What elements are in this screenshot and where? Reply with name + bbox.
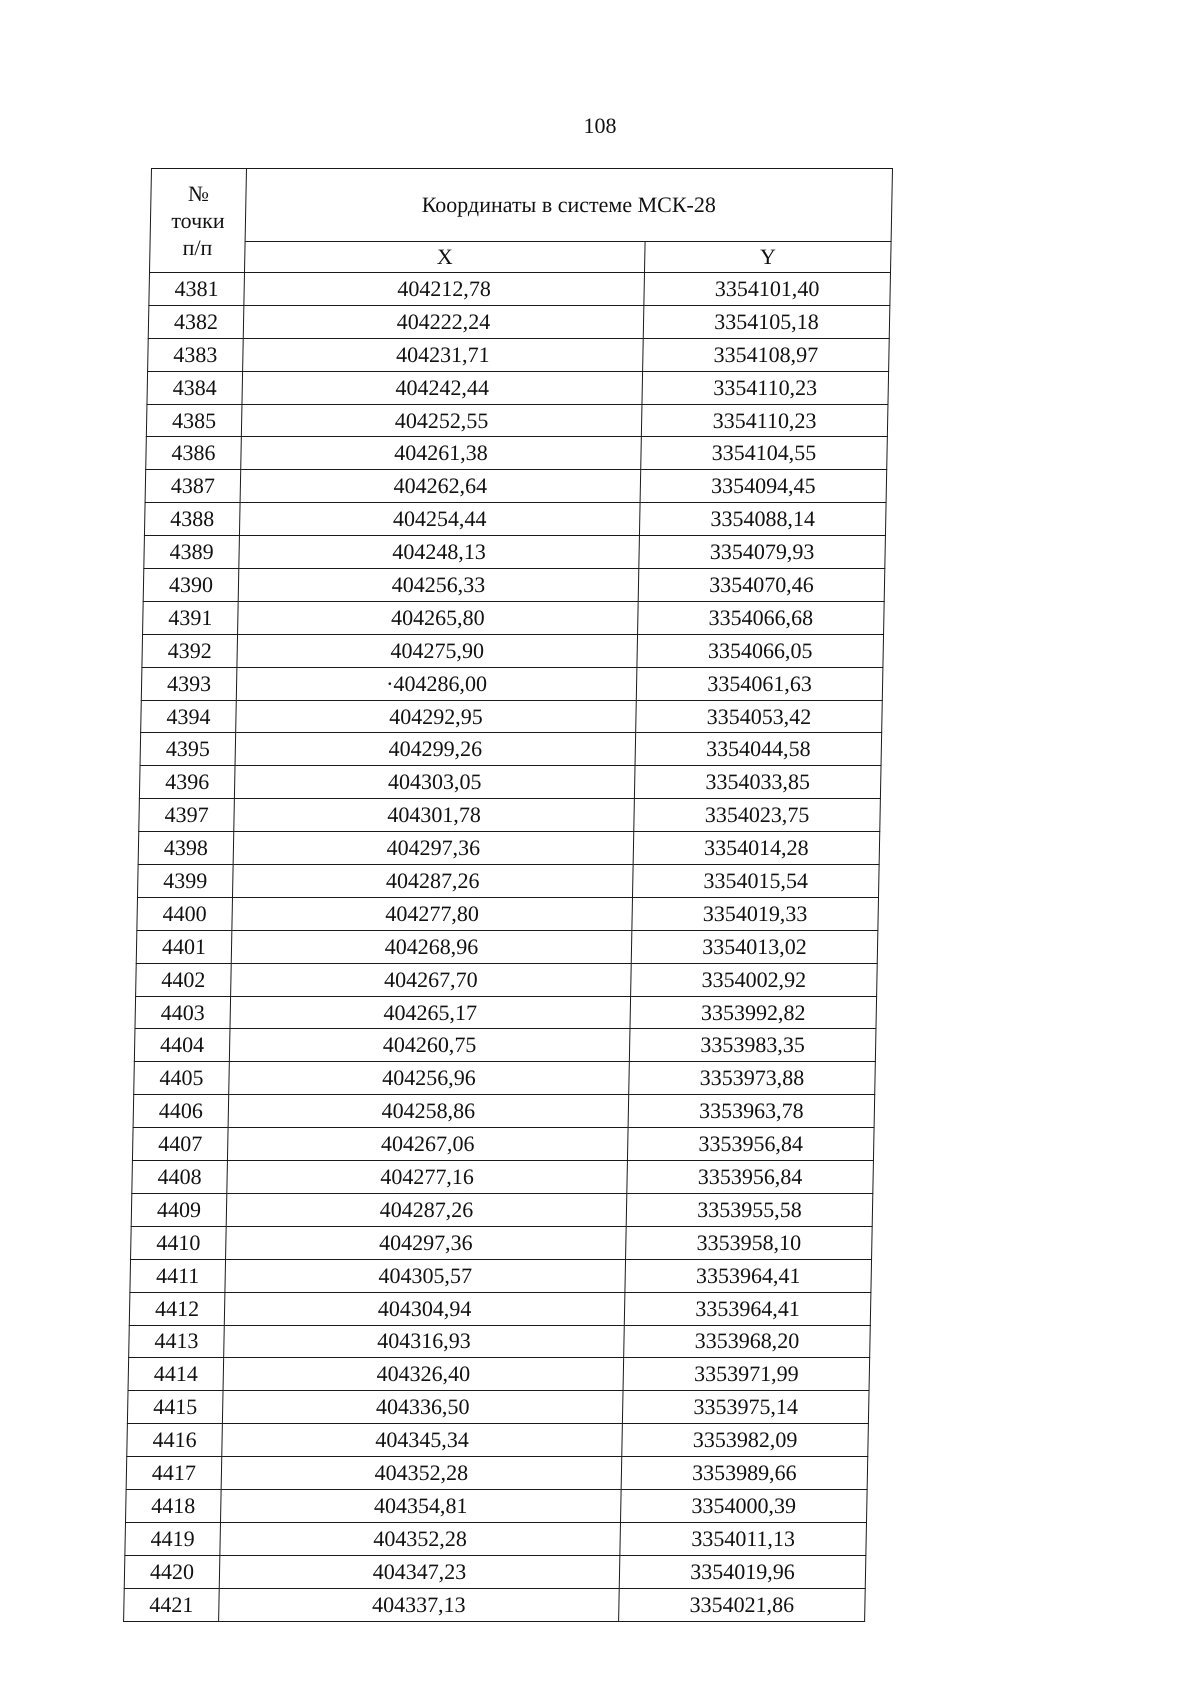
table-row: [135, 996, 877, 1029]
y-coordinate-cell: 3353992,82: [630, 996, 877, 1029]
table-row: [131, 1193, 873, 1226]
point-number-cell: 4395: [140, 733, 236, 766]
point-number-cell: 4408: [132, 1161, 228, 1194]
point-number-cell: 4419: [125, 1522, 221, 1555]
point-number-cell: 4399: [137, 865, 233, 898]
x-coordinate-cell: 404287,26: [226, 1193, 627, 1226]
x-coordinate-cell: 404326,40: [223, 1358, 624, 1391]
point-number-cell: 4394: [141, 700, 237, 733]
y-coordinate-cell: 3353982,09: [622, 1424, 869, 1457]
point-number-cell: 4396: [139, 766, 235, 799]
coordinates-table-header: [149, 169, 892, 273]
y-coordinate-cell: 3353975,14: [622, 1391, 869, 1424]
table-row: [128, 1358, 870, 1391]
x-coordinate-cell: 404254,44: [239, 503, 640, 536]
header-row-title: [150, 169, 892, 242]
table-row: [136, 963, 878, 996]
point-number-cell: 4421: [124, 1588, 220, 1621]
x-coordinate-cell: 404316,93: [224, 1325, 625, 1358]
table-row: [141, 667, 883, 700]
coordinates-table: [123, 168, 893, 1622]
table-row: [124, 1588, 866, 1621]
x-coordinate-cell: 404292,95: [236, 700, 637, 733]
x-coordinate-cell: 404277,80: [232, 897, 633, 930]
x-coordinate-cell: 404256,33: [238, 569, 639, 602]
table-row: [143, 601, 885, 634]
y-coordinate-cell: 3354104,55: [641, 437, 888, 470]
table-row: [129, 1292, 871, 1325]
table-row: [138, 832, 880, 865]
x-coordinate-cell: 404260,75: [229, 1029, 630, 1062]
point-number-cell: 4417: [126, 1457, 222, 1490]
y-coordinate-cell: 3354061,63: [636, 667, 883, 700]
y-coordinate-cell: 3354108,97: [643, 338, 890, 371]
y-coordinate-cell: 3354014,28: [633, 832, 880, 865]
y-coordinate-cell: 3354002,92: [631, 963, 878, 996]
y-coordinate-cell: 3354066,68: [638, 601, 885, 634]
table-row: [142, 634, 884, 667]
y-coordinate-cell: 3353964,41: [625, 1259, 872, 1292]
table-row: [132, 1128, 874, 1161]
point-number-cell: 4401: [136, 930, 232, 963]
y-coordinate-cell: 3354079,93: [639, 536, 886, 569]
y-coordinate-cell: 3354066,05: [637, 634, 884, 667]
x-coordinate-cell: 404352,28: [220, 1522, 621, 1555]
point-number-cell: 4400: [137, 897, 233, 930]
point-number-cell: 4407: [132, 1128, 228, 1161]
x-coordinate-cell: 404301,78: [234, 799, 635, 832]
x-coordinate-cell: 404242,44: [242, 371, 643, 404]
table-row: [125, 1489, 867, 1522]
table-row: [134, 1062, 876, 1095]
y-coordinate-cell: 3354105,18: [643, 305, 890, 338]
point-number-cell: 4411: [130, 1259, 226, 1292]
point-number-cell: 4414: [128, 1358, 224, 1391]
table-row: [129, 1325, 871, 1358]
point-number-cell: 4385: [146, 404, 242, 437]
y-coordinate-cell: 3353963,78: [628, 1095, 875, 1128]
x-coordinate-cell: 404347,23: [219, 1555, 620, 1588]
table-row: [143, 569, 885, 602]
x-coordinate-cell: 404248,13: [239, 536, 640, 569]
y-coordinate-cell: 3354110,23: [642, 371, 889, 404]
y-coordinate-cell: 3353983,35: [629, 1029, 876, 1062]
page-number: 108: [583, 113, 617, 138]
table-row: [136, 930, 878, 963]
point-number-cell: 4391: [143, 601, 239, 634]
table-row: [140, 733, 882, 766]
point-number-cell: 4415: [127, 1391, 223, 1424]
y-coordinate-cell: 3353956,84: [627, 1161, 874, 1194]
point-number-header-line-1: №: [187, 181, 210, 206]
x-coordinate-cell: 404212,78: [244, 273, 645, 306]
point-number-cell: 4410: [131, 1226, 227, 1259]
y-coordinate-cell: 3354094,45: [640, 470, 887, 503]
y-coordinate-cell: 3354000,39: [620, 1489, 867, 1522]
table-row: [146, 404, 888, 437]
point-number-cell: 4386: [146, 437, 242, 470]
y-coordinate-cell: 3353955,58: [626, 1193, 873, 1226]
table-row: [139, 766, 881, 799]
x-coordinate-cell: 404268,96: [231, 930, 632, 963]
point-number-cell: 4420: [124, 1555, 220, 1588]
table-row: [134, 1029, 876, 1062]
coordinates-table-body: [124, 273, 891, 1622]
table-row: [131, 1226, 873, 1259]
y-coordinate-cell: 3353958,10: [626, 1226, 873, 1259]
y-coordinate-cell: 3354019,33: [632, 897, 879, 930]
point-number-cell: 4406: [133, 1095, 229, 1128]
x-coordinate-cell: 404275,90: [237, 634, 638, 667]
table-row: [127, 1391, 869, 1424]
point-number-cell: 4384: [147, 371, 243, 404]
x-coordinate-cell: 404222,24: [243, 305, 644, 338]
x-coordinate-cell: 404297,36: [226, 1226, 627, 1259]
y-coordinate-cell: 3354021,86: [619, 1588, 866, 1621]
x-coordinate-cell: 404297,36: [233, 832, 634, 865]
point-number-cell: 4398: [138, 832, 234, 865]
y-coordinate-cell: 3354053,42: [636, 700, 883, 733]
y-coordinate-cell: 3354023,75: [634, 799, 881, 832]
header-row-axes: [149, 242, 891, 273]
y-coordinate-cell: 3354019,96: [619, 1555, 866, 1588]
x-column-header: X: [244, 242, 645, 273]
y-coordinate-cell: 3354110,23: [641, 404, 888, 437]
x-coordinate-cell: 404261,38: [241, 437, 642, 470]
point-number-cell: 4397: [139, 799, 235, 832]
point-number-cell: 4412: [129, 1292, 225, 1325]
point-number-cell: 4382: [148, 305, 244, 338]
y-coordinate-cell: 3353971,99: [623, 1358, 870, 1391]
point-number-cell: 4409: [131, 1193, 227, 1226]
x-coordinate-cell: 404352,28: [221, 1457, 622, 1490]
point-number-cell: 4402: [136, 963, 232, 996]
point-number-cell: 4413: [129, 1325, 225, 1358]
point-number-cell: 4392: [142, 634, 238, 667]
table-row: [146, 437, 888, 470]
x-coordinate-cell: 404303,05: [234, 766, 635, 799]
point-number-cell: 4389: [144, 536, 240, 569]
table-row: [144, 536, 886, 569]
table-row: [148, 305, 890, 338]
table-row: [125, 1522, 867, 1555]
point-number-cell: 4390: [143, 569, 239, 602]
y-coordinate-cell: 3353956,84: [627, 1128, 874, 1161]
point-number-cell: 4416: [127, 1424, 223, 1457]
table-row: [141, 700, 883, 733]
y-coordinate-cell: 3353989,66: [621, 1457, 868, 1490]
point-number-header-line-2: точки: [171, 208, 225, 233]
point-number-header-line-3: п/п: [182, 235, 213, 260]
x-coordinate-cell: 404354,81: [220, 1489, 621, 1522]
point-number-cell: 4387: [145, 470, 241, 503]
point-number-header: [149, 169, 246, 273]
y-coordinate-cell: 3353973,88: [629, 1062, 876, 1095]
table-row: [133, 1095, 875, 1128]
table-row: [139, 799, 881, 832]
point-number-cell: 4418: [125, 1489, 221, 1522]
table-row: [145, 470, 887, 503]
table-row: [126, 1457, 868, 1490]
table-row: [147, 371, 889, 404]
x-coordinate-cell: 404231,71: [243, 338, 644, 371]
coordinates-system-header: Координаты в системе МСК-28: [245, 169, 892, 242]
point-number-cell: 4388: [144, 503, 240, 536]
x-coordinate-cell: ·404286,00: [236, 667, 637, 700]
x-coordinate-cell: 404265,80: [238, 601, 639, 634]
point-number-cell: 4403: [135, 996, 231, 1029]
y-coordinate-cell: 3354013,02: [631, 930, 878, 963]
x-coordinate-cell: 404267,06: [227, 1128, 628, 1161]
x-coordinate-cell: 404258,86: [228, 1095, 629, 1128]
x-coordinate-cell: 404337,13: [219, 1588, 620, 1621]
x-coordinate-cell: 404252,55: [241, 404, 642, 437]
point-number-cell: 4383: [148, 338, 244, 371]
x-coordinate-cell: 404345,34: [222, 1424, 623, 1457]
point-number-cell: 4393: [141, 667, 237, 700]
y-coordinate-cell: 3354070,46: [638, 569, 885, 602]
y-coordinate-cell: 3353964,41: [624, 1292, 871, 1325]
y-coordinate-cell: 3354088,14: [639, 503, 886, 536]
table-row: [130, 1259, 872, 1292]
x-coordinate-cell: 404265,17: [230, 996, 631, 1029]
point-number-cell: 4404: [134, 1029, 230, 1062]
table-row: [132, 1161, 874, 1194]
y-column-header: Y: [644, 242, 891, 273]
table-row: [127, 1424, 869, 1457]
x-coordinate-cell: 404262,64: [240, 470, 641, 503]
x-coordinate-cell: 404305,57: [225, 1259, 626, 1292]
y-coordinate-cell: 3354044,58: [635, 733, 882, 766]
table-row: [124, 1555, 866, 1588]
table-row: [148, 338, 890, 371]
x-coordinate-cell: 404336,50: [222, 1391, 623, 1424]
table-row: [149, 273, 891, 306]
y-coordinate-cell: 3353968,20: [624, 1325, 871, 1358]
x-coordinate-cell: 404267,70: [231, 963, 632, 996]
x-coordinate-cell: 404287,26: [232, 865, 633, 898]
y-coordinate-cell: 3354015,54: [632, 865, 879, 898]
point-number-cell: 4405: [134, 1062, 230, 1095]
y-coordinate-cell: 3354101,40: [644, 273, 891, 306]
x-coordinate-cell: 404277,16: [227, 1161, 628, 1194]
table-row: [144, 503, 886, 536]
y-coordinate-cell: 3354011,13: [620, 1522, 867, 1555]
x-coordinate-cell: 404304,94: [224, 1292, 625, 1325]
y-coordinate-cell: 3354033,85: [634, 766, 881, 799]
table-row: [137, 865, 879, 898]
point-number-cell: 4381: [149, 273, 245, 306]
x-coordinate-cell: 404299,26: [235, 733, 636, 766]
table-row: [137, 897, 879, 930]
x-coordinate-cell: 404256,96: [229, 1062, 630, 1095]
